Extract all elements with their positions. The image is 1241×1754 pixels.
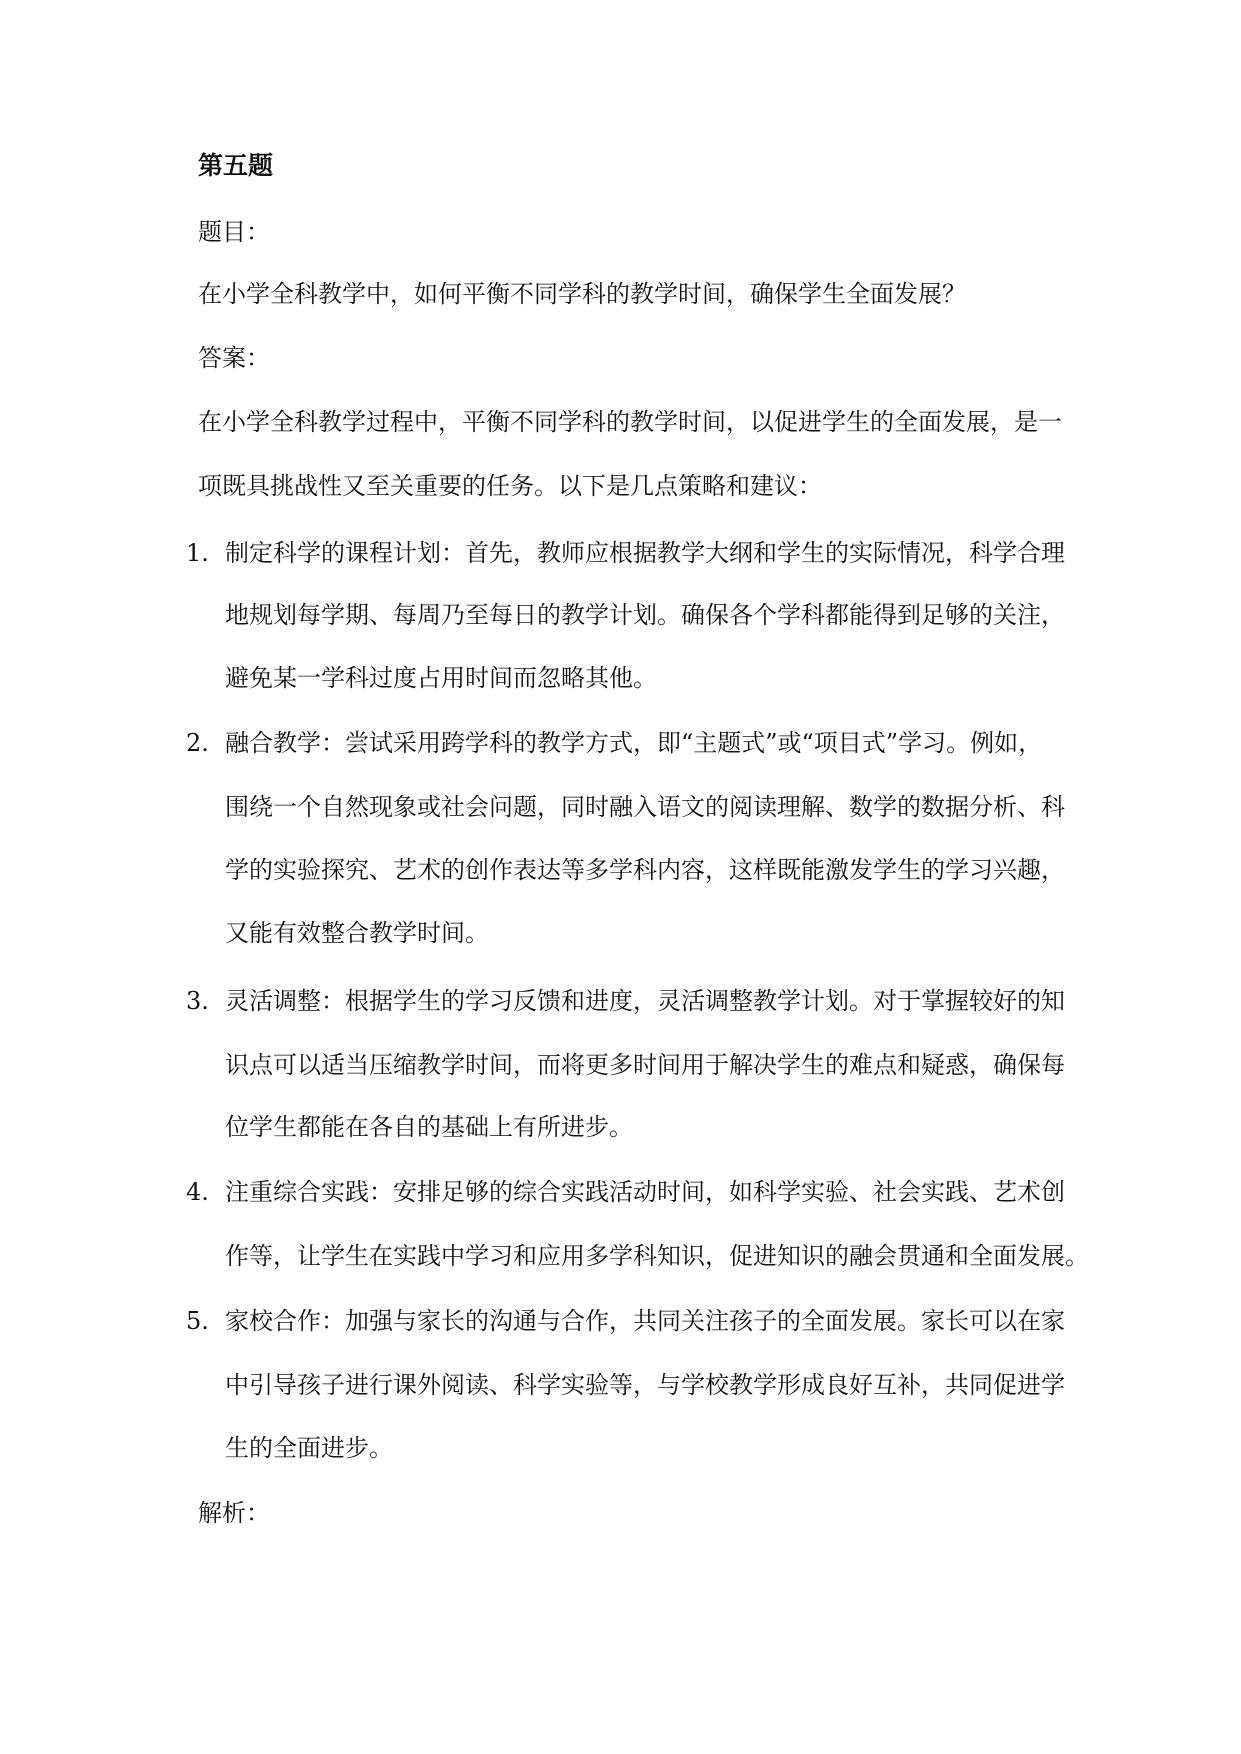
list-item-number: 1. — [186, 539, 209, 567]
list-item-line: 生的全面进步。 — [225, 1434, 393, 1462]
list-item-line: 围绕一个自然现象或社会问题，同时融入语文的阅读理解、数学的数据分析、科 — [225, 793, 1065, 821]
list-item-line: 家校合作：加强与家长的沟通与合作，共同关注孩子的全面发展。家长可以在家 — [225, 1307, 1065, 1335]
intro-line: 在小学全科教学过程中，平衡不同学科的教学时间，以促进学生的全面发展，是一 — [198, 408, 1062, 436]
question-text: 在小学全科教学中，如何平衡不同学科的教学时间，确保学生全面发展？ — [198, 280, 966, 308]
list-item-line: 注重综合实践：安排足够的综合实践活动时间，如科学实验、社会实践、艺术创 — [225, 1178, 1065, 1206]
list-item-line: 中引导孩子进行课外阅读、科学实验等，与学校教学形成良好互补，共同促进学 — [225, 1371, 1065, 1399]
list-item-line: 作等，让学生在实践中学习和应用多学科知识，促进知识的融会贯通和全面发展。 — [225, 1242, 1089, 1270]
list-item-line: 灵活调整：根据学生的学习反馈和进度，灵活调整教学计划。对于掌握较好的知 — [225, 987, 1065, 1015]
list-item-number: 2. — [186, 729, 209, 757]
list-item-line: 识点可以适当压缩教学时间，而将更多时间用于解决学生的难点和疑惑，确保每 — [225, 1051, 1065, 1079]
question-heading: 第五题 — [198, 151, 274, 180]
list-item-number: 4. — [186, 1178, 209, 1206]
list-item-line: 地规划每学期、每周乃至每日的教学计划。确保各个学科都能得到足够的关注， — [225, 601, 1065, 629]
list-item-number: 5. — [186, 1307, 209, 1335]
analysis-label: 解析： — [198, 1499, 270, 1527]
answer-label: 答案： — [198, 344, 270, 372]
list-item-line: 学的实验探究、艺术的创作表达等多学科内容，这样既能激发学生的学习兴趣， — [225, 856, 1065, 884]
list-item-line: 融合教学：尝试采用跨学科的教学方式，即“主题式”或“项目式”学习。例如， — [225, 729, 1043, 757]
question-label: 题目： — [198, 218, 270, 246]
list-item-line: 避免某一学科过度占用时间而忽略其他。 — [225, 664, 657, 692]
list-item-line: 又能有效整合教学时间。 — [225, 919, 489, 947]
list-item-line: 位学生都能在各自的基础上有所进步。 — [225, 1113, 633, 1141]
list-item-number: 3. — [186, 987, 209, 1015]
list-item-line: 制定科学的课程计划：首先，教师应根据教学大纲和学生的实际情况，科学合理 — [225, 539, 1065, 567]
intro-line: 项既具挑战性又至关重要的任务。以下是几点策略和建议： — [198, 472, 822, 500]
